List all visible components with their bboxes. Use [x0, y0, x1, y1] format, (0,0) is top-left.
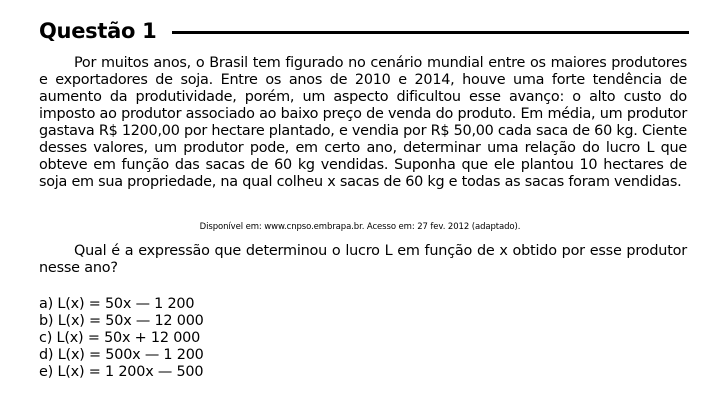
question-passage: Por muitos anos, o Brasil tem figurado no cenário mundial entre os maiores produtores e exportadores de soja. Entre os anos de 2010 e 2014, houve uma forte tendência de aumento da produtividade, porém, um aspecto dificultou esse avanço: o alto custo do imposto ao produtor associado ao baixo preço de venda do produto. Em média, um produtor gastava R$ 1200,00 por hectare plantado, e vendia por R$ 50,00 cada saca de 60 kg. Ciente desses valores, um produtor pode, em certo ano, determinar uma relação do lucro L que obteve em função das sacas de 60 kg vendidas. Suponha que ele plantou 10 hectares de soja em sua propriedade, na qual colheu x sacas de 60 kg e todas as sacas foram vendidas.: [39, 55, 687, 190]
answer-options: [39, 296, 204, 381]
answer-option-d[interactable]: d) L(x) = 500x — 1 200: [39, 347, 204, 363]
answer-option-e[interactable]: e) L(x) = 1 200x — 500: [39, 364, 204, 380]
answer-option-b[interactable]: b) L(x) = 50x — 12 000: [39, 313, 204, 329]
title-divider: [172, 31, 689, 34]
question-header: [39, 16, 689, 46]
question-title: Questão 1: [39, 19, 157, 43]
answer-option-a[interactable]: a) L(x) = 50x — 1 200: [39, 296, 195, 312]
source-citation: Disponível em: www.cnpso.embrapa.br. Acesso em: 27 fev. 2012 (adaptado).: [199, 222, 521, 232]
question-prompt: Qual é a expressão que determinou o lucro L em função de x obtido por esse produtor nesse ano?: [39, 243, 687, 276]
answer-option-c[interactable]: c) L(x) = 50x + 12 000: [39, 330, 201, 346]
